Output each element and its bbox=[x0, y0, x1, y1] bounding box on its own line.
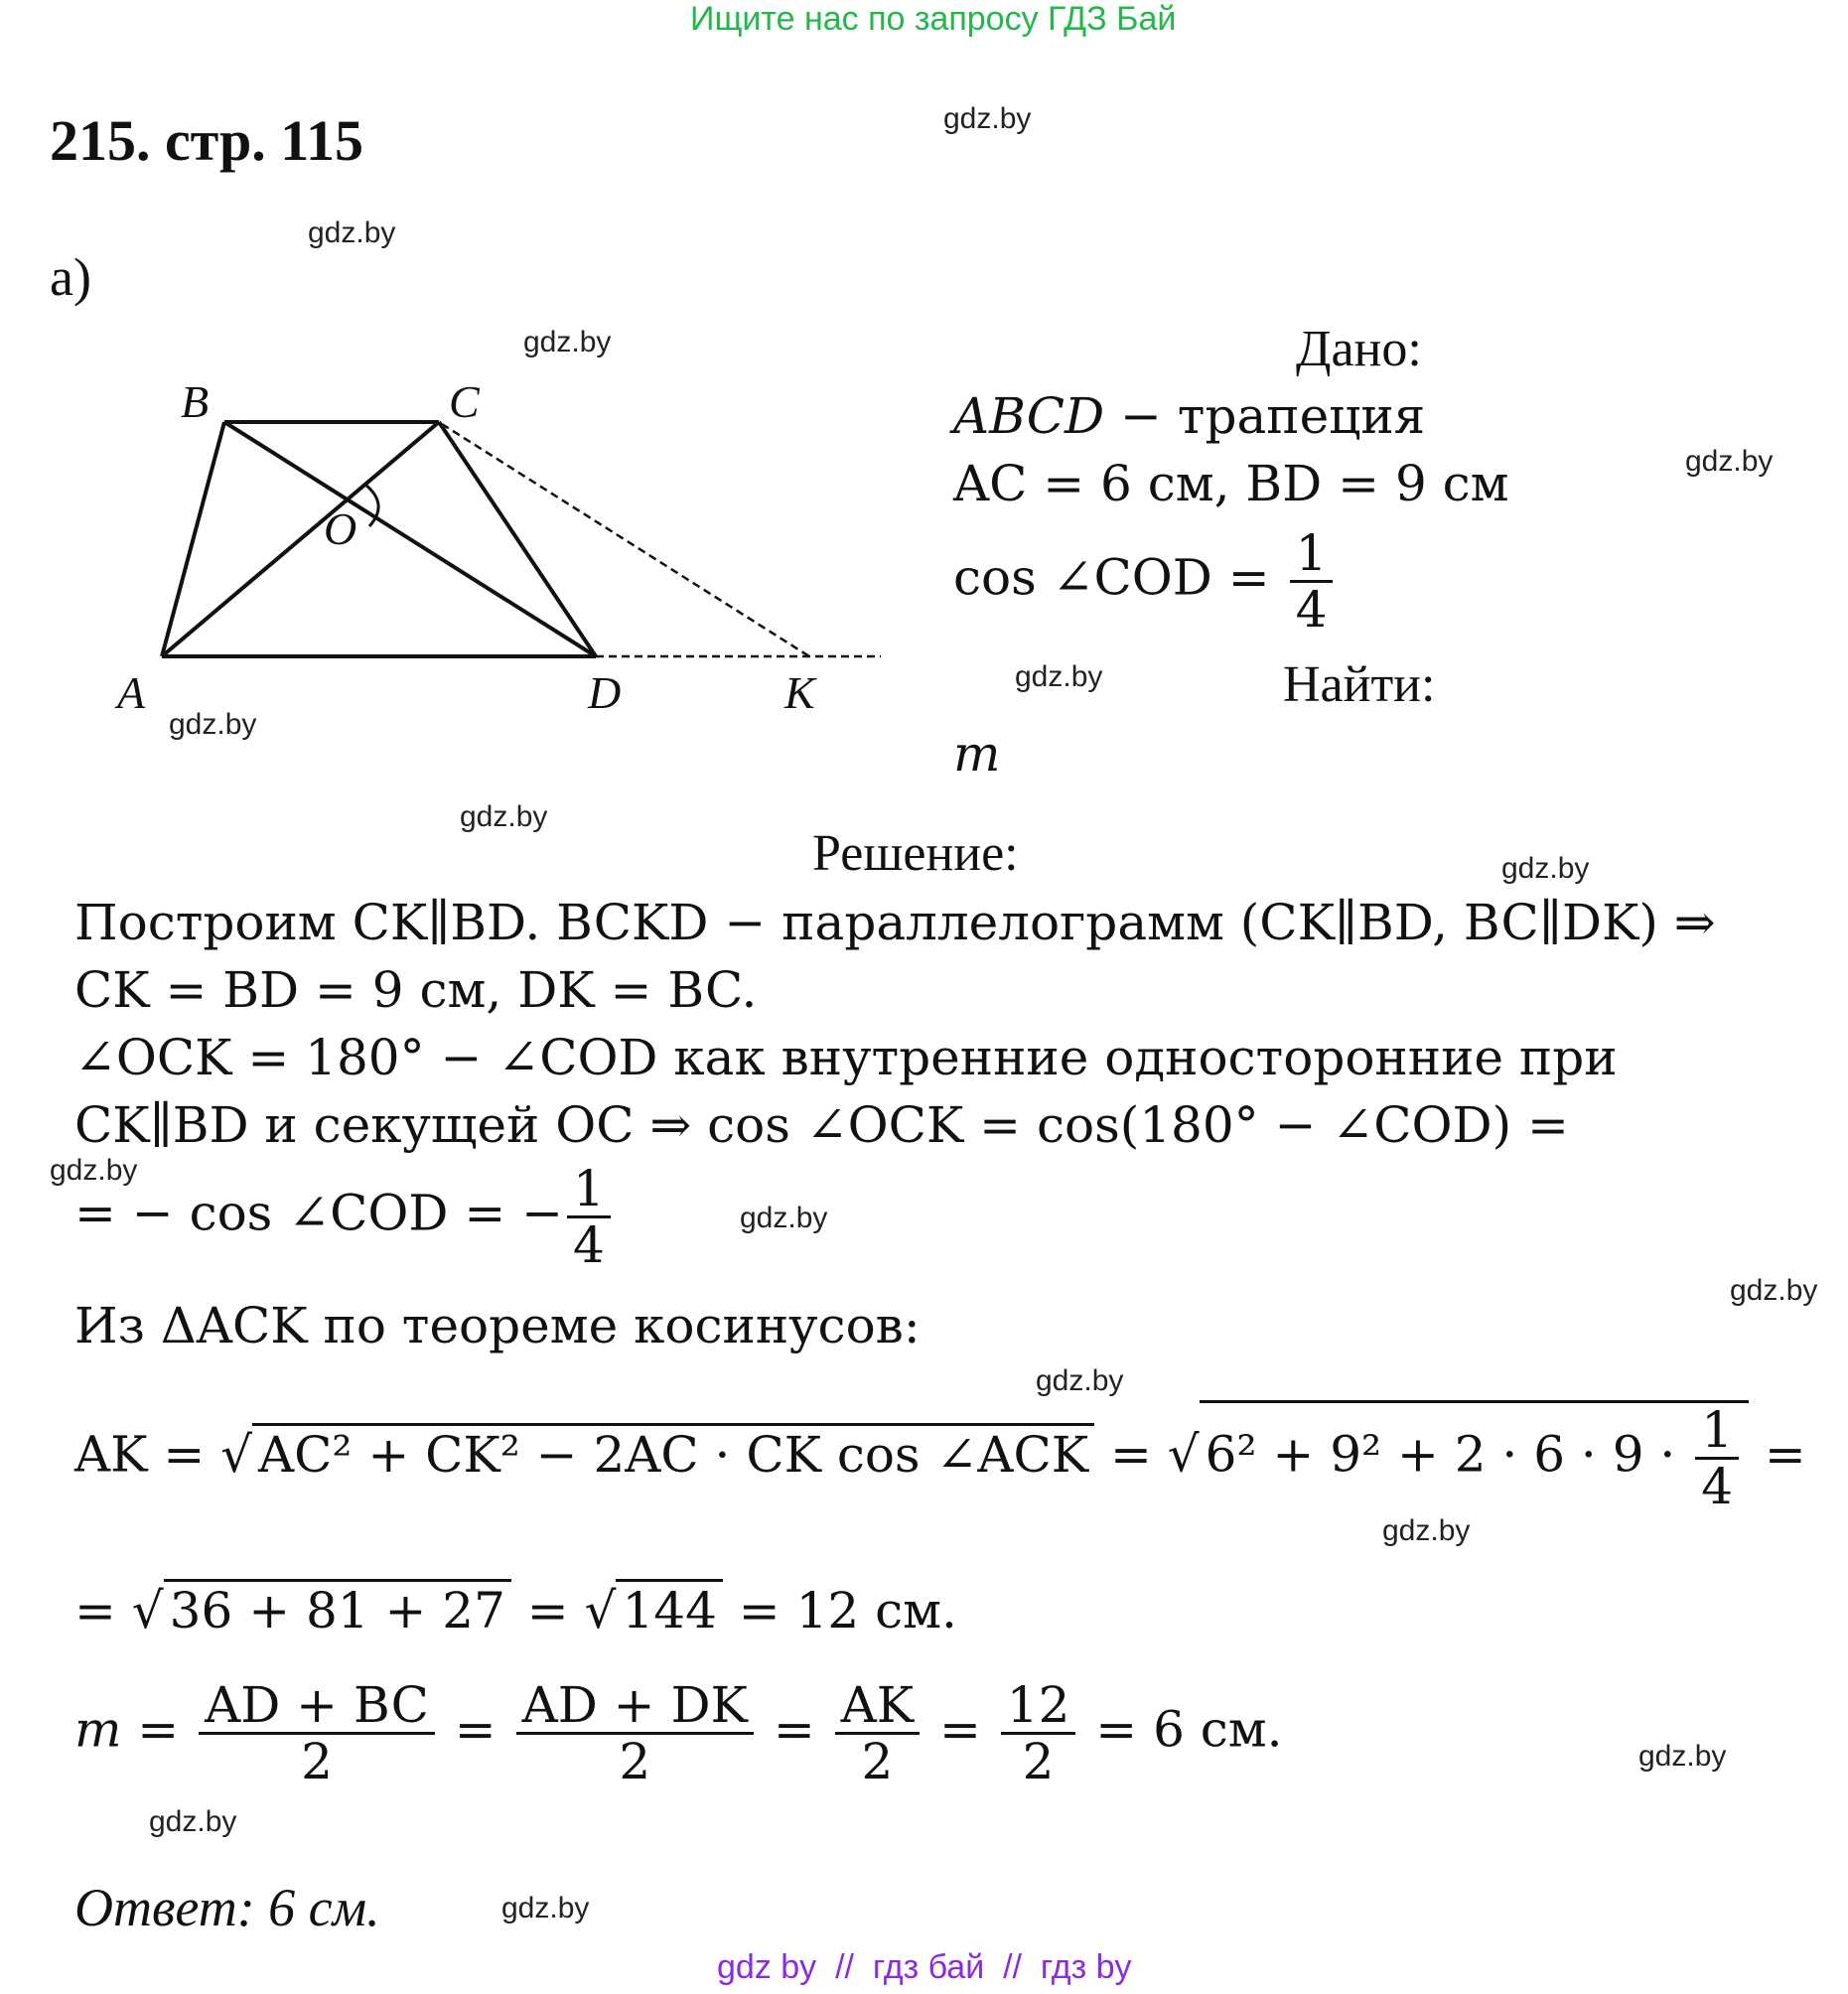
sqrt-expression-1: √ AC² + CK² − 2AC · CK cos ∠ACK bbox=[220, 1423, 1094, 1484]
solution-line-6: Из ΔACK по теореме косинусов: bbox=[74, 1297, 921, 1354]
watermark: gdz.by bbox=[1382, 1514, 1471, 1547]
sqrt-sum: √ 36 + 81 + 27 bbox=[132, 1579, 511, 1639]
fraction-denominator: 2 bbox=[301, 1733, 333, 1790]
fraction-numerator: AK bbox=[835, 1678, 920, 1735]
watermark: gdz.by bbox=[308, 216, 396, 249]
watermark: gdz.by bbox=[1036, 1364, 1124, 1397]
solution-line-4: CK∥BD и секущей OC ⇒ cos ∠OCK = cos(180° − ∠COD) = bbox=[74, 1096, 1569, 1154]
watermark: gdz.by bbox=[50, 1154, 138, 1187]
radicand bbox=[1200, 1400, 1749, 1513]
radicand: 36 + 81 + 27 bbox=[164, 1579, 511, 1639]
given-line-cos bbox=[953, 526, 1337, 637]
solution-line-2: CK = BD = 9 см, DK = BC. bbox=[74, 961, 758, 1019]
fraction-12 bbox=[1001, 1678, 1076, 1788]
sqrt-144: √ 144 bbox=[585, 1579, 723, 1639]
label-K: K bbox=[784, 667, 815, 718]
solution-line-1: Построим CK∥BD. BCKD − параллелограмм (CK∥BD, BC∥DK) ⇒ bbox=[74, 894, 1716, 951]
sqrt-expression-2: √ 6² + 9² + 2 · 6 · 9 · $\frac{1}{4}$ bbox=[1168, 1400, 1749, 1513]
fraction-ak bbox=[835, 1678, 920, 1788]
fraction-ad-dk bbox=[516, 1678, 754, 1788]
given-trapezoid-name: ABCD bbox=[953, 387, 1105, 445]
solution-line-8 bbox=[74, 1579, 957, 1639]
result: = 6 см. bbox=[1079, 1700, 1283, 1759]
solution-line-9 bbox=[74, 1678, 1283, 1788]
fraction-numerator: 1 bbox=[1695, 1403, 1739, 1460]
part-label: а) bbox=[50, 247, 91, 307]
radicand-text: 6² + 9² + 2 · 6 · 9 · bbox=[1205, 1425, 1692, 1484]
given-trapezoid-text: − трапеция bbox=[1104, 387, 1426, 445]
watermark: gdz.by bbox=[943, 102, 1032, 135]
label-D: D bbox=[588, 667, 622, 718]
fraction-ad-bc bbox=[199, 1678, 435, 1788]
solution-line-3: ∠OCK = 180° − ∠COD как внутренние односторонние при bbox=[74, 1029, 1618, 1086]
fraction-denominator: 2 bbox=[619, 1733, 651, 1790]
fraction-numerator: 1 bbox=[1290, 526, 1334, 583]
given-heading: Дано: bbox=[1296, 321, 1422, 377]
fraction-denominator: 2 bbox=[861, 1733, 894, 1790]
solution-line-5-fraction bbox=[567, 1162, 611, 1272]
watermark: gdz.by bbox=[169, 708, 257, 741]
m-label: m = bbox=[74, 1700, 196, 1759]
top-banner: Ищите нас по запросу ГДЗ Бай bbox=[690, 0, 1177, 38]
solution-line-5-text: = − cos ∠COD = − bbox=[74, 1184, 564, 1242]
fraction-numerator: AD + DK bbox=[516, 1678, 754, 1735]
fraction-numerator: 12 bbox=[1001, 1678, 1076, 1735]
fraction-denominator: 4 bbox=[1701, 1458, 1734, 1515]
equals-end: = bbox=[1749, 1425, 1806, 1484]
find-heading: Найти: bbox=[1283, 656, 1436, 713]
equals: = bbox=[924, 1700, 997, 1759]
watermark: gdz.by bbox=[1015, 660, 1103, 693]
equals: = bbox=[438, 1700, 512, 1759]
fraction-denominator: 2 bbox=[1022, 1733, 1055, 1790]
radicand: AC² + CK² − 2AC · CK cos ∠ACK bbox=[252, 1423, 1094, 1484]
watermark: gdz.by bbox=[1730, 1274, 1818, 1307]
watermark: gdz.by bbox=[740, 1202, 828, 1234]
watermark: gdz.by bbox=[149, 1805, 237, 1838]
find-variable: m bbox=[953, 725, 1001, 783]
result: = 12 см. bbox=[722, 1582, 957, 1639]
equals: = bbox=[510, 1582, 585, 1639]
find-value bbox=[953, 725, 1000, 783]
equals: = bbox=[757, 1700, 831, 1759]
given-line-trapezoid bbox=[953, 387, 1425, 445]
solution-line-5 bbox=[74, 1162, 615, 1272]
fraction-numerator: 1 bbox=[567, 1162, 611, 1218]
equals: = bbox=[1094, 1425, 1168, 1484]
radicand-fraction bbox=[1695, 1403, 1739, 1513]
fraction-denominator: 4 bbox=[573, 1216, 605, 1274]
solution-line-7 bbox=[74, 1400, 1806, 1513]
given-line-diagonals: AC = 6 см, BD = 9 см bbox=[953, 455, 1509, 512]
label-O: O bbox=[324, 503, 357, 554]
trapezoid-figure bbox=[99, 367, 894, 725]
ak-label: AK = bbox=[74, 1425, 221, 1484]
bottom-banner: gdz by // гдз бай // гдз by bbox=[717, 1948, 1132, 1986]
watermark: gdz.by bbox=[1638, 1740, 1727, 1773]
radicand: 144 bbox=[616, 1579, 722, 1639]
watermark: gdz.by bbox=[1685, 445, 1774, 478]
fraction-numerator: AD + BC bbox=[199, 1678, 435, 1735]
watermark: gdz.by bbox=[501, 1892, 590, 1924]
given-cos-text: cos ∠COD = bbox=[953, 548, 1286, 607]
label-B: B bbox=[181, 376, 210, 427]
solution-heading: Решение: bbox=[812, 825, 1019, 882]
watermark: gdz.by bbox=[460, 800, 548, 833]
equals-start: = bbox=[74, 1582, 132, 1639]
watermark: gdz.by bbox=[523, 326, 612, 358]
answer: Ответ: 6 см. bbox=[74, 1878, 380, 1937]
watermark: gdz.by bbox=[1501, 852, 1590, 885]
label-A: A bbox=[117, 667, 146, 718]
given-cos-fraction bbox=[1290, 526, 1334, 637]
fraction-denominator: 4 bbox=[1295, 581, 1328, 639]
label-C: C bbox=[449, 376, 480, 427]
problem-title: 215. стр. 115 bbox=[50, 108, 363, 173]
